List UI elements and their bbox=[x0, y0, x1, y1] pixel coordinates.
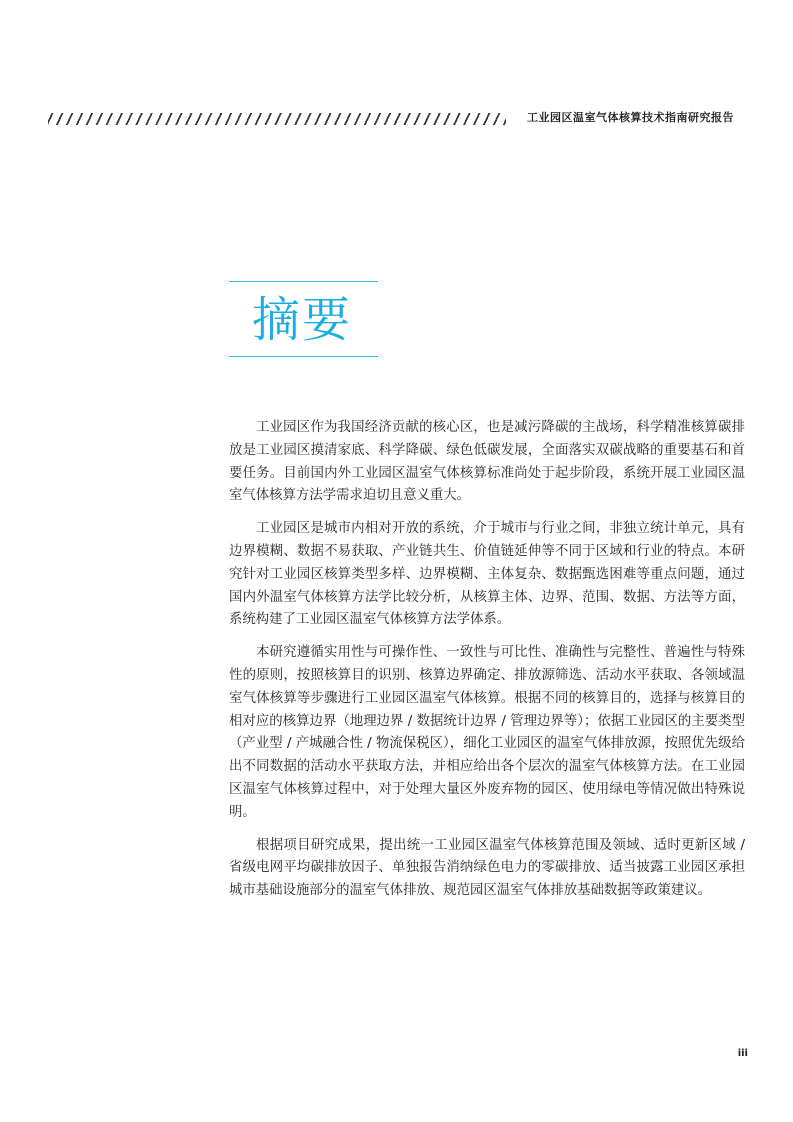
page-number: iii bbox=[737, 1048, 748, 1059]
title-top-rule bbox=[229, 281, 378, 282]
paragraph-2: 工业园区是城市内相对开放的系统，介于城市与行业之间，非独立统计单元，具有边界模糊、数据不易获取、产业链共生、价值链延伸等不同于区域和行业的特点。本研究针对工业园区核算类型多样、边界模糊、主体复杂、数据甄选困难等重点问题，通过国内外温室气体核算方法学比较分析，从核算主体、边界、范围、数据、方法等方面，系统构建了工业园区温室气体核算方法学体系。 bbox=[229, 521, 745, 628]
abstract-body bbox=[229, 417, 745, 913]
title-bottom-rule bbox=[229, 356, 378, 357]
page-title: 摘要 bbox=[252, 292, 353, 348]
header-stripe-decoration bbox=[48, 113, 506, 125]
paragraph-4: 根据项目研究成果，提出统一工业园区温室气体核算范围及领域、适时更新区域 / 省级电网平均碳排放因子、单独报告消纳绿色电力的零碳排放、适当披露工业园区承担城市基础设施部分的温室气体排放、规范园区温室气体排放基础数据等政策建议。 bbox=[229, 837, 745, 899]
paragraph-1: 工业园区作为我国经济贡献的核心区，也是减污降碳的主战场，科学精准核算碳排放是工业园区摸清家底、科学降碳、绿色低碳发展，全面落实双碳战略的重要基石和首要任务。目前国内外工业园区温室气体核算标准尚处于起步阶段，系统开展工业园区温室气体核算方法学需求迫切且意义重大。 bbox=[229, 420, 745, 504]
report-title: 工业园区温室气体核算技术指南研究报告 bbox=[527, 111, 734, 124]
paragraph-3: 本研究遵循实用性与可操作性、一致性与可比性、准确性与完整性、普遍性与特殊性的原则，按照核算目的识别、核算边界确定、排放源筛选、活动水平获取、各领域温室气体核算等步骤进行工业园区温室气体核算。根据不同的核算目的，选择与核算目的相对应的核算边界（地理边界 / 数据统计边界 / 管理边界等）；依据工业园区的主要类型（产业型 / 产城融合性 / 物流保税区），细化工业园区的温室气体排放源，按照优先级给出不同数据的活动水平获取方法，并相应给出各个层次的温室气体核算方法。在工业园区温室气体核算过程中，对于处理大量区外废弃物的园区、使用绿电等情况做出特殊说明。 bbox=[229, 645, 745, 820]
